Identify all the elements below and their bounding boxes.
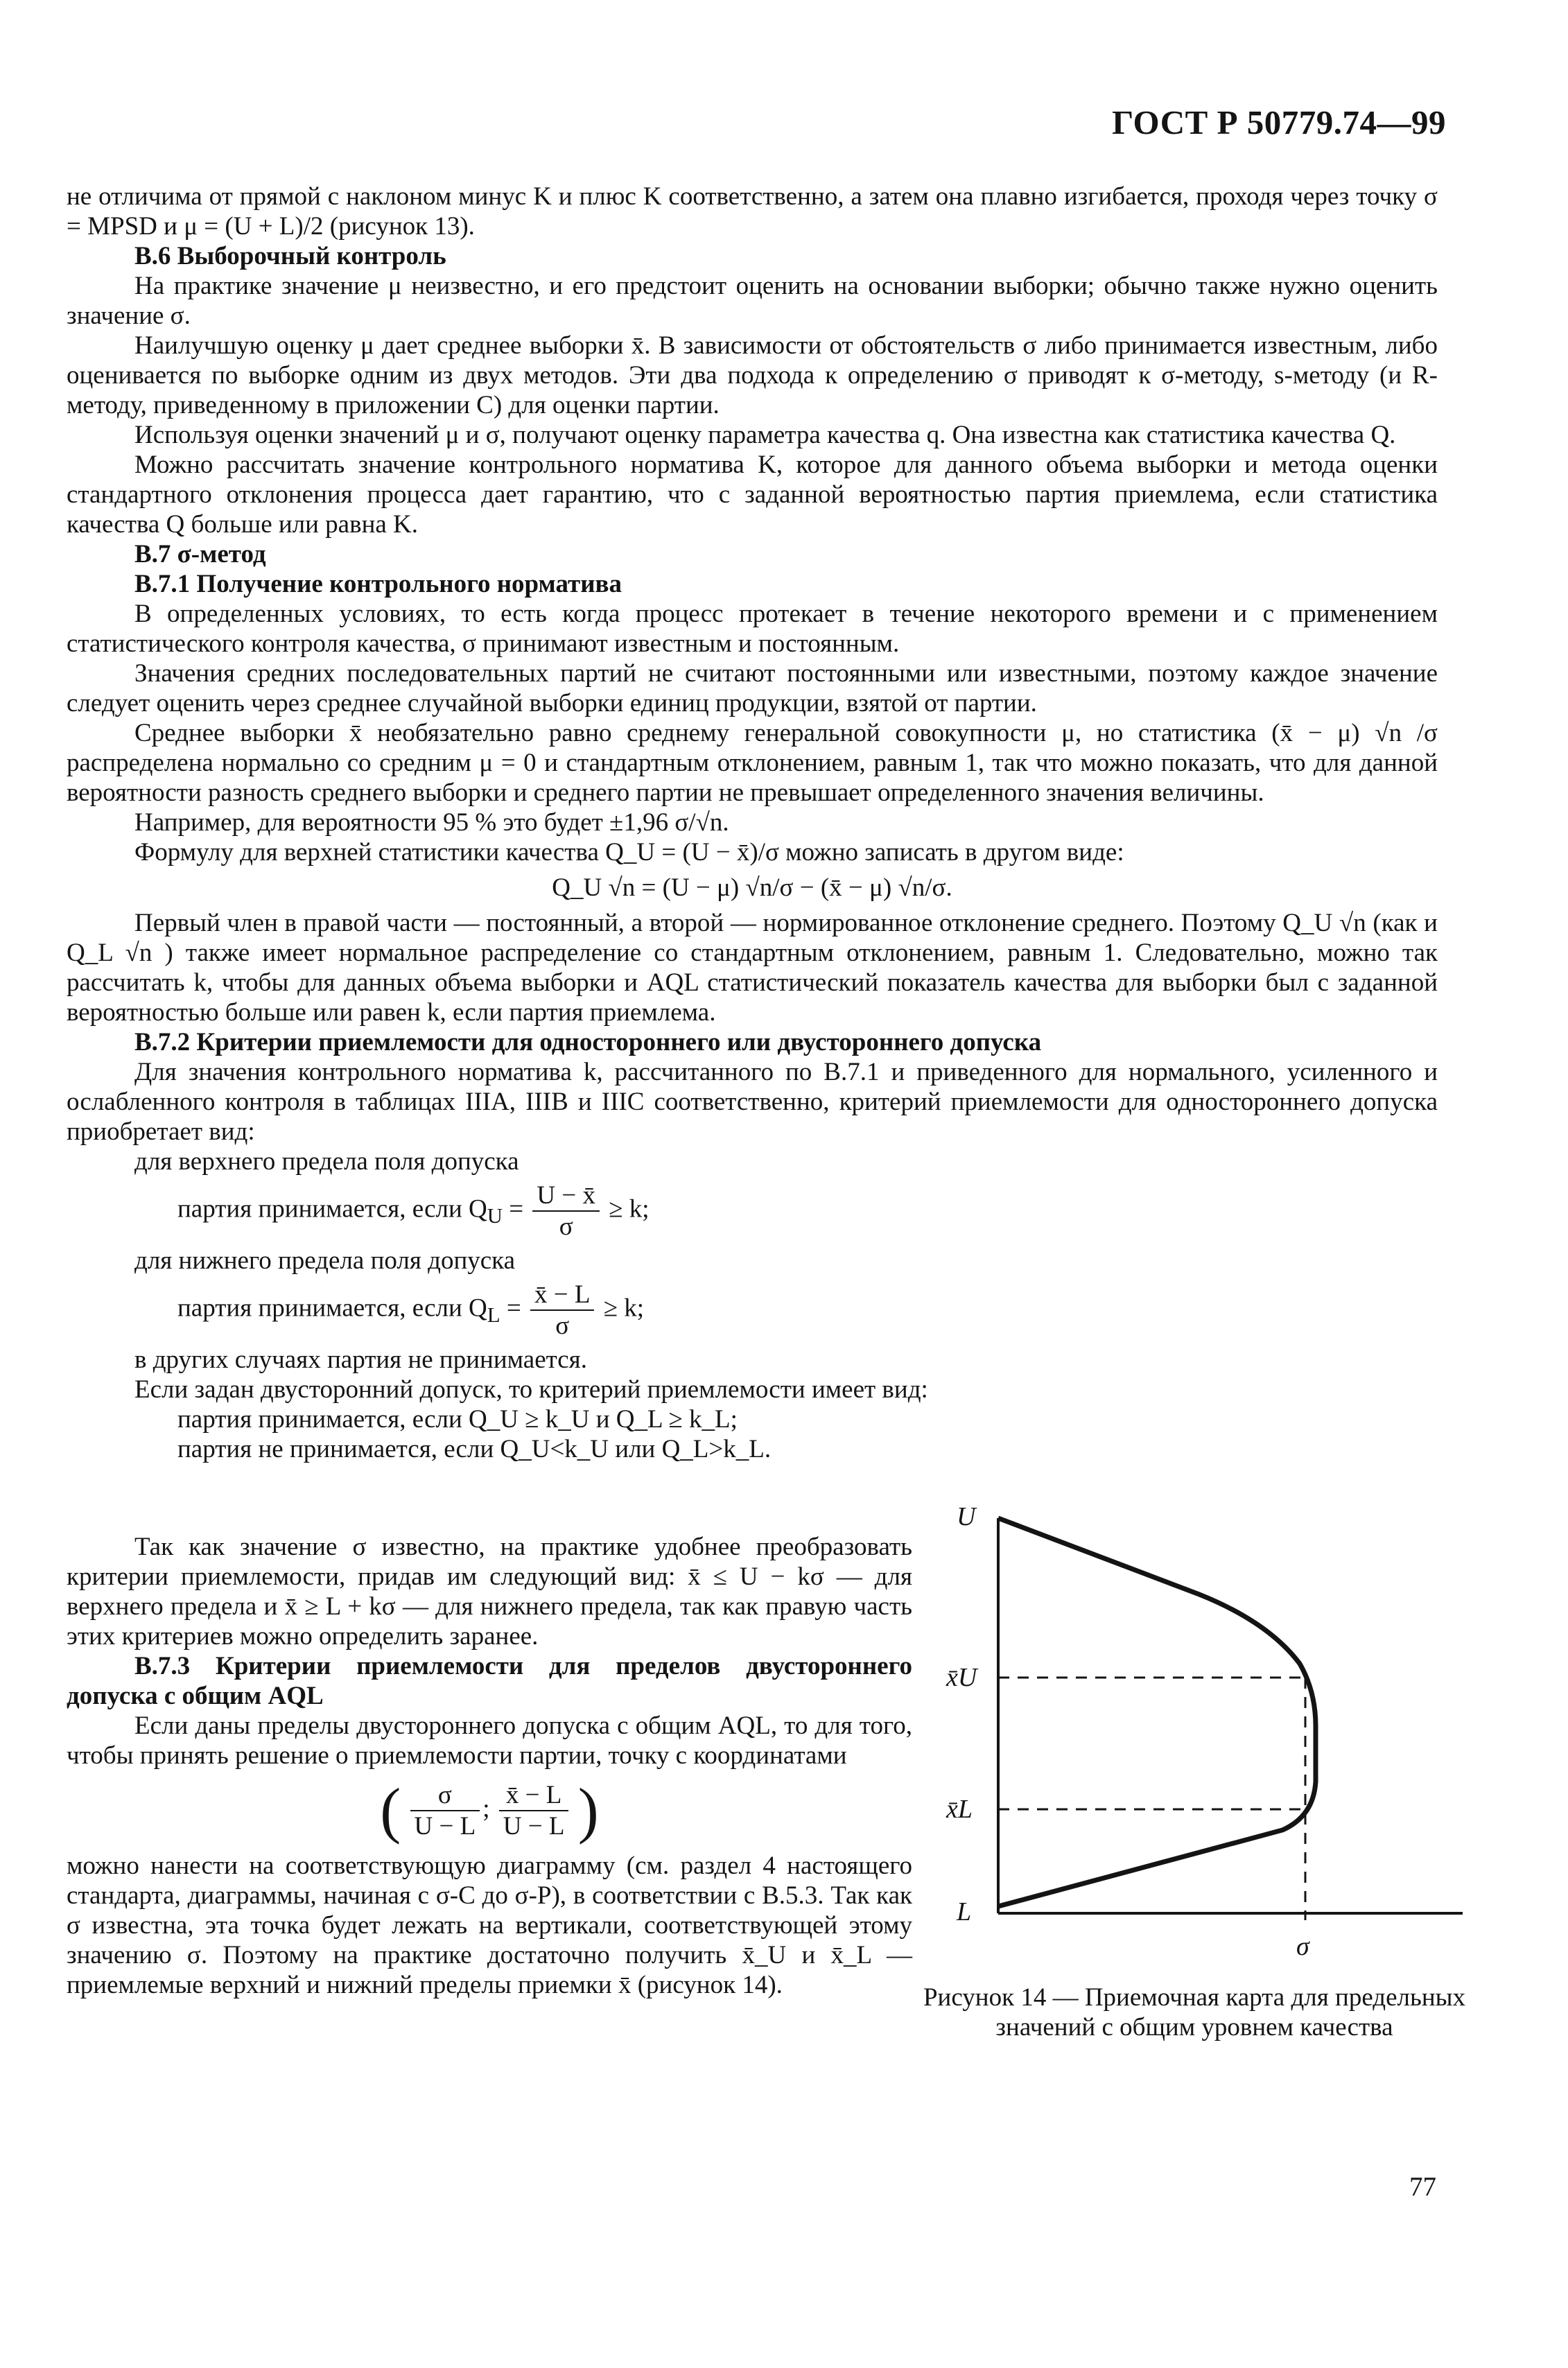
paragraph: Для значения контрольного норматива k, рассчитанного по В.7.1 и приведенного для нормального, усиленного и ослабленного контроля в таблицах IIIA, IIIB и IIIC соответственно, критерий приемлемости для одностороннего допуска приобретает вид: <box>67 1058 1438 1146</box>
paragraph: Если задан двусторонний допуск, то критерий приемлемости имеет вид: <box>134 1375 928 1404</box>
label-xU: x̄U <box>946 1663 977 1692</box>
paragraph: Первый член в правой части — постоянный, а второй — нормированное отклонение среднего. Поэтому Q_U √n (как и Q_L √n ) также имеет нормальное распределение со стандартным отклонением, равным 1. Следовательно, можно так рассчитать k, чтобы для данных объема выборки и AQL статистический показатель качества для выборки был с заданной вероятностью больше или равен k, если партия приемлема. <box>67 909 1438 1027</box>
document-header: ГОСТ Р 50779.74—99 <box>1112 103 1446 141</box>
fraction-numerator: x̄ − L <box>499 1780 569 1811</box>
left-column-text <box>67 1532 912 2000</box>
paragraph: не отличима от прямой с наклоном минус K и плюс K соответственно, а затем она плавно изгибается, проходя через точку σ = MPSD и μ = (U + L)/2 (рисунок 13). <box>67 182 1438 241</box>
fraction <box>410 1780 480 1841</box>
fraction-numerator: U − x̄ <box>532 1181 600 1212</box>
paragraph: для нижнего предела поля допуска <box>134 1246 516 1275</box>
fraction <box>532 1181 600 1242</box>
fraction-denominator: U − L <box>414 1812 476 1840</box>
fraction-numerator: σ <box>410 1780 480 1811</box>
upper-criterion: партия принимается, если $Q_U$ = $\frac{U - x̄}{\sigma}$ ≥ k; <box>177 1181 650 1241</box>
paragraph: Наилучшую оценку μ дает среднее выборки x̄. В зависимости от обстоятельств σ либо принимается известным, либо оценивается по выборке одним из двух методов. Эти два подхода к определению σ приводят к σ-методу, s-методу (и R-методу, приведенному в приложении С) для оценки партии. <box>67 331 1438 419</box>
paragraph: Можно рассчитать значение контрольного норматива K, которое для данного объема выборки и метода оценки стандартного отклонения процесса дает гарантию, что с заданной вероятностью партия приемлема, если статистика качества Q больше или равна K. <box>67 451 1438 539</box>
paragraph: Например, для вероятности 95 % это будет ±1,96 σ/√n. <box>134 808 729 837</box>
label-U: U <box>957 1502 976 1531</box>
formula-text: ≥ k; <box>603 1294 645 1323</box>
paragraph: Значения средних последовательных партий не считают постоянными или известными, поэтому каждое значение следует оценить через среднее случайной выборки единиц продукции, взятой от партии. <box>67 659 1438 717</box>
label-L: L <box>957 1897 972 1926</box>
acceptance-chart-figure <box>922 1502 1476 1961</box>
right-paren: ) <box>577 1776 599 1845</box>
paragraph: В определенных условиях, то есть когда процесс протекает в течение некоторого времени и с применением статистического контроля качества, σ принимают известным и постоянным. <box>67 600 1438 658</box>
formula-text: ≥ k; <box>609 1194 650 1224</box>
formula-subscript: L <box>487 1303 500 1327</box>
label-xL: x̄L <box>946 1795 973 1824</box>
main-text <box>67 182 1438 1464</box>
left-paren: ( <box>380 1776 401 1845</box>
formula-subscript: U <box>487 1203 503 1228</box>
paragraph: Среднее выборки x̄ необязательно равно среднему генеральной совокупности μ, но статистика (x̄ − μ) √n /σ распределена нормально со средним μ = 0 и стандартным отклонением, равным 1, так что можно показать, что для данной вероятности разность среднего выборки и среднего партии не превышает определенного значения величины. <box>67 719 1438 807</box>
paragraph: Используя оценки значений μ и σ, получают оценку параметра качества q. Она известна как статистика качества Q. <box>134 421 1396 449</box>
section-heading: В.7.3 Критерии приемлемости для пределов двустороннего допуска с общим AQL <box>67 1652 912 1710</box>
fraction <box>530 1280 594 1341</box>
section-heading: В.6 Выборочный контроль <box>134 242 446 270</box>
lower-criterion: партия принимается, если $Q_L$ = $\frac{x̄ - L}{\sigma}$ ≥ k; <box>177 1280 645 1340</box>
paragraph: для верхнего предела поля допуска <box>134 1147 519 1176</box>
formula-text: партия принимается, если Q <box>177 1294 487 1323</box>
paragraph: можно нанести на соответствующую диаграмму (см. раздел 4 настоящего стандарта, диаграммы, начиная с σ-С до σ-Р), в соответствии с В.5.3. Так как σ известна, эта точка будет лежать на вертикали, соответствующей этому значению σ. Поэтому на практике достаточно получить x̄_U и x̄_L — приемлемые верхний и нижний пределы приемки x̄ (рисунок 14). <box>67 1852 912 1999</box>
formula-text: партия принимается, если Q <box>177 1194 487 1224</box>
paragraph: партия не принимается, если Q_U<k_U или Q_L>k_L. <box>177 1435 772 1463</box>
formula: Q_U √n = (U − μ) √n/σ − (x̄ − μ) √n/σ. <box>552 873 952 902</box>
label-sigma: σ <box>1296 1932 1309 1961</box>
section-heading: В.7 σ-метод <box>134 540 266 568</box>
paragraph: Так как значение σ известно, на практике удобнее преобразовать критерии приемлемости, придав им следующий вид: x̄ ≤ U − kσ — для верхнего предела и x̄ ≥ L + kσ — для нижнего предела, так как правую часть этих критериев можно определить заранее. <box>67 1533 912 1651</box>
fraction-denominator: σ <box>559 1212 573 1241</box>
paragraph: Формулу для верхней статистики качества Q_U = (U − x̄)/σ можно записать в другом виде: <box>134 838 1124 867</box>
fraction-denominator: σ <box>555 1312 570 1340</box>
fraction-numerator: x̄ − L <box>530 1280 594 1311</box>
page-number: 77 <box>1409 2172 1436 2202</box>
fraction-denominator: U − L <box>503 1812 565 1840</box>
paragraph: Если даны пределы двустороннего допуска с общим AQL, то для того, чтобы принять решение о приемлемости партии, точку с координатами <box>67 1712 912 1770</box>
fraction <box>499 1780 569 1841</box>
acceptance-curve <box>998 1518 1316 1906</box>
coordinates-formula: ( $\frac{\sigma}{U - L}$ ; $\frac{x̄ - L}{U - L}$ ) <box>380 1776 599 1845</box>
paragraph: в других случаях партия не принимается. <box>134 1346 587 1374</box>
paragraph: На практике значение μ неизвестно, и его предстоит оценить на основании выборки; обычно также нужно оценить значение σ. <box>67 272 1438 330</box>
section-heading: В.7.2 Критерии приемлемости для одностороннего или двустороннего допуска <box>134 1028 1042 1056</box>
figure-caption: Рисунок 14 — Приемочная карта для предельных значений с общим уровнем качества <box>923 1983 1466 2041</box>
section-heading: В.7.1 Получение контрольного норматива <box>134 570 622 598</box>
paragraph: партия принимается, если Q_U ≥ k_U и Q_L ≥ k_L; <box>177 1405 738 1434</box>
